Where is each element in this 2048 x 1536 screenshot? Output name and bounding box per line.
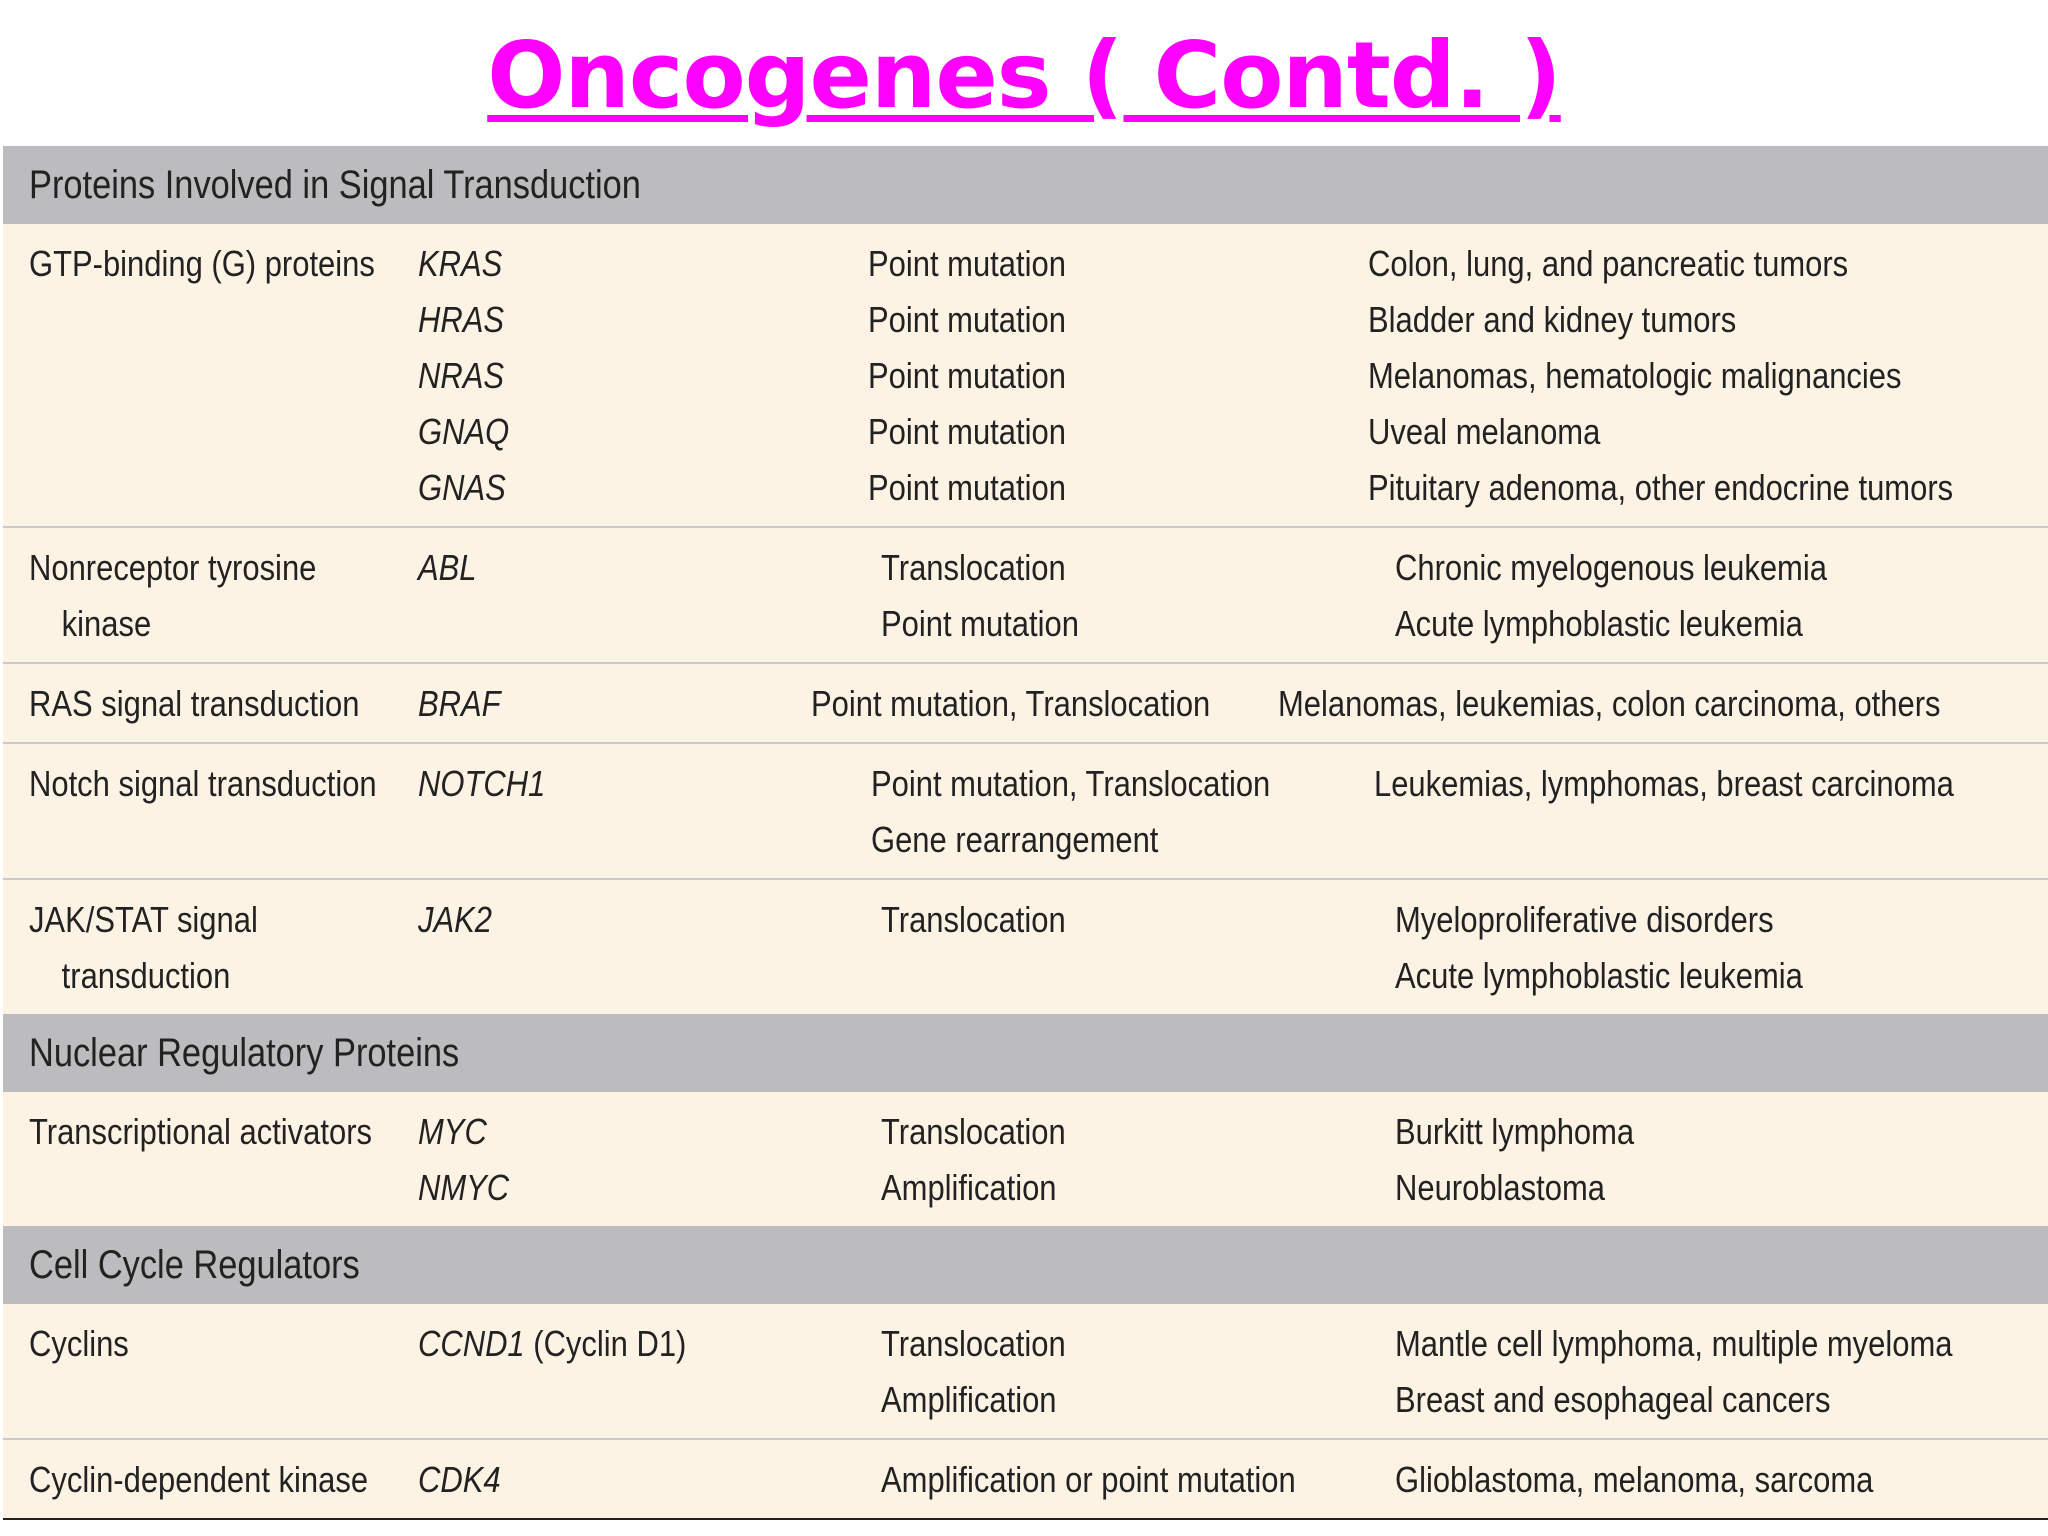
tumor-text: Melanomas, hematologic malignancies: [1367, 355, 1902, 396]
gene-name: GNAS: [418, 467, 506, 508]
mechanism-text: Point mutation: [868, 299, 1066, 340]
gene-text: [418, 236, 803, 292]
gene-name: GNAQ: [418, 411, 510, 452]
tumor-cell: [1372, 756, 2048, 868]
gene-cell: [392, 676, 809, 732]
oncogene-table: [3, 146, 2048, 1520]
tumor-cell: [1276, 676, 2048, 732]
gene-text: [418, 892, 814, 948]
gene-cell: [392, 1452, 879, 1508]
tumor-text: Acute lymphoblastic leukemia: [1395, 955, 1803, 996]
gene-name: BRAF: [418, 683, 501, 724]
section-header-label: Cell Cycle Regulators: [29, 1242, 360, 1287]
mechanism-cell: [879, 540, 1393, 652]
gene-name: NRAS: [418, 355, 505, 396]
gene-alias: (Cyclin D1): [524, 1323, 687, 1364]
gene-name: JAK2: [418, 899, 493, 940]
category-cell: [3, 1316, 392, 1428]
gene-name: NMYC: [418, 1167, 510, 1208]
mechanism-text: Amplification or point mutation: [881, 1459, 1296, 1500]
gene-text: [418, 404, 803, 460]
gene-text: [418, 540, 814, 596]
table-row: [3, 224, 2048, 528]
section-header-label: Nuclear Regulatory Proteins: [29, 1030, 460, 1075]
mechanism-cell: [869, 756, 1372, 868]
gene-cell: [392, 892, 879, 1004]
category-text: Cyclins: [29, 1323, 129, 1364]
mechanism-text: Gene rearrangement: [870, 819, 1159, 860]
category-text: Transcriptional activators: [29, 1111, 372, 1152]
tumor-text: Pituitary adenoma, other endocrine tumors: [1367, 467, 1953, 508]
mechanism-text: Translocation: [881, 1111, 1066, 1152]
tumor-cell: [1366, 236, 2048, 516]
tumor-text: Breast and esophageal cancers: [1395, 1379, 1831, 1420]
section-header: [3, 146, 2048, 224]
tumor-text: Leukemias, lymphomas, breast carcinoma: [1373, 763, 1954, 804]
table-row: [3, 1092, 2048, 1226]
tumor-cell: [1393, 1104, 2048, 1216]
gene-text: [418, 1104, 814, 1160]
table-row: [3, 1440, 2048, 1518]
mechanism-text: Amplification: [881, 1379, 1057, 1420]
gene-text: [418, 756, 806, 812]
category-text: Nonreceptor tyrosine: [29, 547, 317, 588]
category-text: GTP-binding (G) proteins: [29, 243, 375, 284]
category-cell: [3, 1452, 392, 1508]
category-text: kinase: [61, 603, 152, 644]
section-header: [3, 1014, 2048, 1092]
mechanism-text: Point mutation: [868, 355, 1066, 396]
tumor-text: Uveal melanoma: [1367, 411, 1600, 452]
tumor-cell: [1393, 892, 2048, 1004]
category-text: transduction: [61, 955, 231, 996]
category-text: JAK/STAT signal: [29, 899, 258, 940]
tumor-text: Acute lymphoblastic leukemia: [1395, 603, 1803, 644]
tumor-cell: [1393, 1316, 2048, 1428]
tumor-text: Myeloproliferative disorders: [1395, 899, 1774, 940]
mechanism-cell: [879, 1316, 1393, 1428]
tumor-cell: [1393, 540, 2048, 652]
category-cell: [3, 892, 392, 1004]
gene-text: [418, 348, 803, 404]
page-title: Oncogenes ( Contd. ): [487, 22, 1561, 129]
category-cell: [3, 236, 392, 516]
table-row: [3, 880, 2048, 1014]
tumor-text: Colon, lung, and pancreatic tumors: [1367, 243, 1848, 284]
mechanism-text: Point mutation: [868, 411, 1066, 452]
gene-name: NOTCH1: [418, 763, 546, 804]
gene-text: [418, 1452, 814, 1508]
gene-cell: [392, 236, 866, 516]
mechanism-text: Point mutation, Translocation: [870, 763, 1271, 804]
gene-name: MYC: [418, 1111, 487, 1152]
mechanism-cell: [879, 1452, 1393, 1508]
mechanism-cell: [879, 1104, 1393, 1216]
gene-cell: [392, 1316, 879, 1428]
mechanism-text: Translocation: [881, 547, 1066, 588]
section-header-label: Proteins Involved in Signal Transduction: [29, 162, 641, 207]
tumor-text: Chronic myelogenous leukemia: [1395, 547, 1827, 588]
gene-cell: [392, 540, 879, 652]
gene-name: HRAS: [418, 299, 505, 340]
category-text: Cyclin-dependent kinase: [29, 1459, 369, 1500]
mechanism-cell: [809, 676, 1275, 732]
mechanism-text: Amplification: [881, 1167, 1057, 1208]
gene-text: [418, 460, 803, 516]
category-cell: [3, 756, 392, 868]
category-text: RAS signal transduction: [29, 683, 360, 724]
tumor-cell: [1393, 1452, 2048, 1508]
mechanism-text: Point mutation: [881, 603, 1079, 644]
tumor-text: Burkitt lymphoma: [1395, 1111, 1635, 1152]
tumor-text: Bladder and kidney tumors: [1367, 299, 1736, 340]
gene-name: ABL: [418, 547, 477, 588]
table-row: [3, 1304, 2048, 1440]
gene-name: CDK4: [418, 1459, 501, 1500]
tumor-text: Neuroblastoma: [1395, 1167, 1605, 1208]
tumor-text: Glioblastoma, melanoma, sarcoma: [1395, 1459, 1874, 1500]
mechanism-text: Point mutation, Translocation: [811, 683, 1211, 724]
tumor-text: Mantle cell lymphoma, multiple myeloma: [1395, 1323, 1953, 1364]
section-header: [3, 1226, 2048, 1304]
gene-cell: [392, 756, 869, 868]
tumor-text: Melanomas, leukemias, colon carcinoma, others: [1277, 683, 1941, 724]
category-cell: [3, 540, 392, 652]
table-row: [3, 744, 2048, 880]
gene-cell: [392, 1104, 879, 1216]
gene-name: KRAS: [418, 243, 503, 284]
gene-text: [418, 1160, 814, 1216]
mechanism-text: Translocation: [881, 899, 1066, 940]
category-text: Notch signal transduction: [29, 763, 377, 804]
category-cell: [3, 1104, 392, 1216]
table-row: [3, 528, 2048, 664]
mechanism-text: Point mutation: [868, 467, 1066, 508]
mechanism-cell: [866, 236, 1366, 516]
mechanism-text: Point mutation: [868, 243, 1066, 284]
table-row: [3, 664, 2048, 744]
mechanism-text: Translocation: [881, 1323, 1066, 1364]
gene-text: [418, 1316, 814, 1372]
category-cell: [3, 676, 392, 732]
gene-text: [418, 676, 755, 732]
mechanism-cell: [879, 892, 1393, 1004]
gene-name: CCND1: [418, 1323, 525, 1364]
gene-text: [418, 292, 803, 348]
